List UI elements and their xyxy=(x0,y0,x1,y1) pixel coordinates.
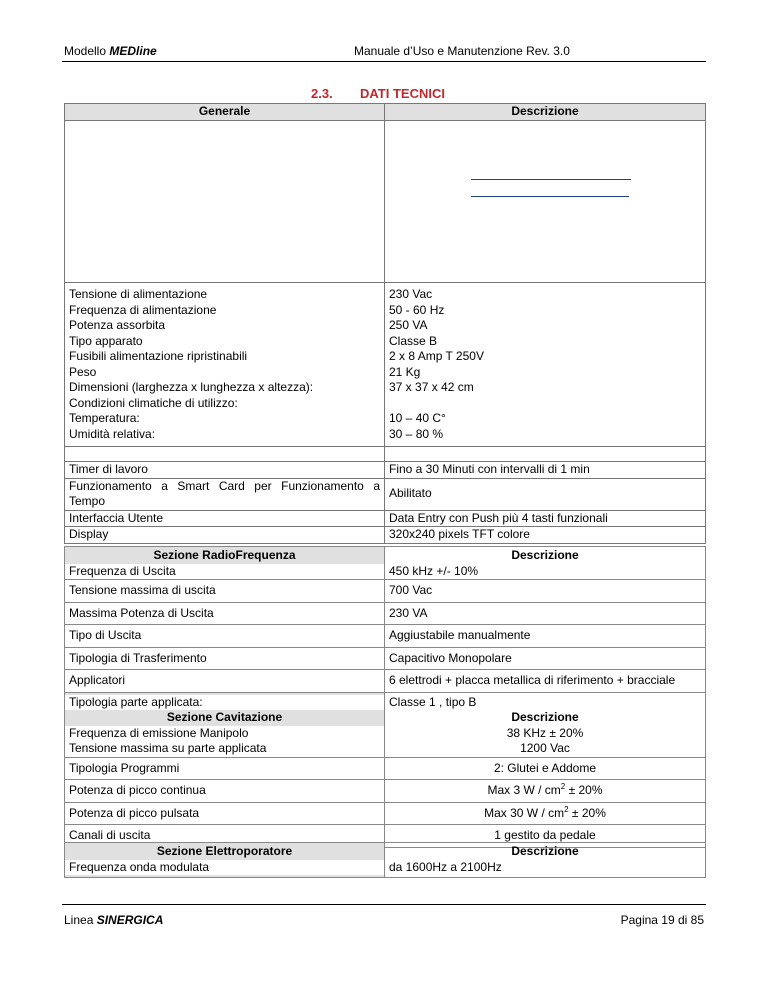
general-ui-row xyxy=(65,510,706,527)
general-empty-row xyxy=(65,447,706,462)
ui-value: Data Entry con Push più 4 tasti funzionali xyxy=(385,510,706,527)
ui-label: Interfaccia Utente xyxy=(65,510,385,527)
general-table xyxy=(64,103,706,544)
line-name: SINERGICA xyxy=(96,913,164,927)
footer-line: Linea SINERGICA xyxy=(64,913,164,927)
cav-row-value: 1 gestito da pedale xyxy=(385,825,706,848)
elettro-header-row xyxy=(65,843,706,878)
cav-row xyxy=(65,802,706,825)
rf-row-value: Capacitivo Monopolare xyxy=(385,647,706,670)
spec-label: Dimensioni (larghezza x lunghezza x altezza): xyxy=(69,380,314,394)
spec-value: 250 VA xyxy=(389,318,428,332)
rf-row xyxy=(65,580,706,603)
rf-row-label: Massima Potenza di Uscita xyxy=(65,602,385,625)
rf-header-row xyxy=(65,547,706,580)
cav-header-row xyxy=(65,692,706,757)
cav-row-label: Canali di uscita xyxy=(65,825,385,848)
rf-col2-header: Descrizione 450 kHz +/- 10% xyxy=(385,547,706,580)
cav-row-value: Max 30 $W / cm^2 \pm 20\%$ xyxy=(385,802,706,825)
spec-value: 37 x 37 x 42 cm xyxy=(389,380,474,394)
spec-value: Classe B xyxy=(389,333,438,348)
general-header-row xyxy=(65,104,706,121)
spec-label: Peso xyxy=(69,364,97,379)
spec-value: 2 x 8 Amp T 250V xyxy=(389,349,484,363)
rf-row-value: Classe 1 , tipo B xyxy=(389,694,477,709)
rf-row-value: 6 elettrodi + placca metallica di riferimento + bracciale xyxy=(385,670,706,693)
elettro-row-label: Frequenza onda modulata xyxy=(65,860,384,876)
spec-label: Temperatura: xyxy=(69,411,140,425)
spec-value: 10 – 40 C° xyxy=(389,411,446,425)
cav-row-value: Max 3 $W / cm^2 \pm 20\%$ xyxy=(385,780,706,803)
rf-row-label: Tipo di Uscita xyxy=(65,625,385,648)
cav-row-label: Frequenza di emissione Manipolo xyxy=(65,726,384,742)
footer-rule xyxy=(62,904,706,905)
spec-label: Condizioni climatiche di utilizzo: xyxy=(69,395,238,410)
spec-label: Tensione di alimentazione xyxy=(69,287,208,301)
elettro-col1-header: Sezione Elettroporatore Frequenza onda modulata xyxy=(65,843,385,878)
rf-row-value: 700 Vac xyxy=(385,580,706,603)
spec-label: Fusibili alimentazione ripristinabili xyxy=(69,349,248,363)
general-smart-row xyxy=(65,478,706,510)
spec-label: Frequenza di alimentazione xyxy=(69,302,217,317)
header-model: Modello MEDline xyxy=(64,44,157,58)
general-col2-header: Descrizione xyxy=(385,104,706,121)
general-display-row xyxy=(65,527,706,544)
display-value: 320x240 pixels TFT colore xyxy=(385,527,706,544)
model-name: MEDline xyxy=(109,44,157,58)
elettro-row-value: da 1600Hz a 2100Hz xyxy=(389,859,502,874)
smart-label: Funzionamento a Smart Card per Funzionamento a Tempo xyxy=(65,478,385,510)
spec-value: 30 – 80 % xyxy=(389,426,444,441)
rf-row xyxy=(65,602,706,625)
rf-row-label: Tipologia parte applicata: xyxy=(65,695,384,711)
spec-label: Umidità relativa: xyxy=(69,426,156,441)
rf-row-label: Tipologia di Trasferimento xyxy=(65,647,385,670)
timer-label: Timer di lavoro xyxy=(65,462,385,479)
rf-row xyxy=(65,647,706,670)
display-label: Display xyxy=(65,527,385,544)
cav-row-label: Potenza di picco pulsata xyxy=(65,802,385,825)
rf-row xyxy=(65,670,706,693)
rf-row-label: Tensione massima di uscita xyxy=(65,580,385,603)
rf-row-value: Aggiustabile manualmente xyxy=(385,625,706,648)
general-timer-row xyxy=(65,462,706,479)
rf-row-value: 230 VA xyxy=(385,602,706,625)
cav-row xyxy=(65,757,706,780)
rf-row-label: Applicatori xyxy=(65,670,385,693)
general-blank-row xyxy=(65,121,706,283)
spec-value: 230 Vac xyxy=(389,287,433,301)
rf-cavitation-table xyxy=(64,546,706,848)
cav-row xyxy=(65,780,706,803)
spec-label: Potenza assorbita xyxy=(69,318,166,332)
rf-row xyxy=(65,625,706,648)
cav-row-value: 2: Glutei e Addome xyxy=(385,757,706,780)
smart-value: Abilitato xyxy=(385,478,706,510)
rf-col1-header: Sezione RadioFrequenza Frequenza di Uscita xyxy=(65,547,385,580)
cav-col2-header: Classe 1 , tipo B Descrizione 38 KHz ± 20% 1200 Vac xyxy=(385,692,706,757)
section-title: DATI TECNICI xyxy=(360,86,445,101)
cav-row-label: Tensione massima su parte applicata xyxy=(65,741,384,757)
header-rule xyxy=(62,61,706,62)
spec-value: 50 - 60 Hz xyxy=(389,302,445,317)
general-col1-header: Generale xyxy=(65,104,385,121)
cav-row-label: Tipologia Programmi xyxy=(65,757,385,780)
general-specs-row xyxy=(65,283,706,447)
spec-label: Tipo apparato xyxy=(69,333,143,348)
cav-row-value: 38 KHz ± 20% xyxy=(506,725,584,740)
rf-row-value: 450 kHz +/- 10% xyxy=(389,563,479,578)
header-manual: Manuale d’Uso e Manutenzione Rev. 3.0 xyxy=(354,44,570,58)
timer-value: Fino a 30 Minuti con intervalli di 1 min xyxy=(385,462,706,479)
cav-col1-header: Tipologia parte applicata: Sezione Cavitazione Frequenza di emissione Manipolo Tensione massima su parte applicata xyxy=(65,692,385,757)
rf-row-label: Frequenza di Uscita xyxy=(65,564,384,580)
section-number: 2.3. xyxy=(311,86,333,101)
elettro-col2-header: Descrizione da 1600Hz a 2100Hz xyxy=(385,843,706,878)
page-number: Pagina 19 di 85 xyxy=(620,913,704,927)
spec-value: 21 Kg xyxy=(389,364,421,379)
cav-row-value: 1200 Vac xyxy=(520,741,570,755)
elettroporatore-table xyxy=(64,842,706,878)
cav-row-label: Potenza di picco continua xyxy=(65,780,385,803)
